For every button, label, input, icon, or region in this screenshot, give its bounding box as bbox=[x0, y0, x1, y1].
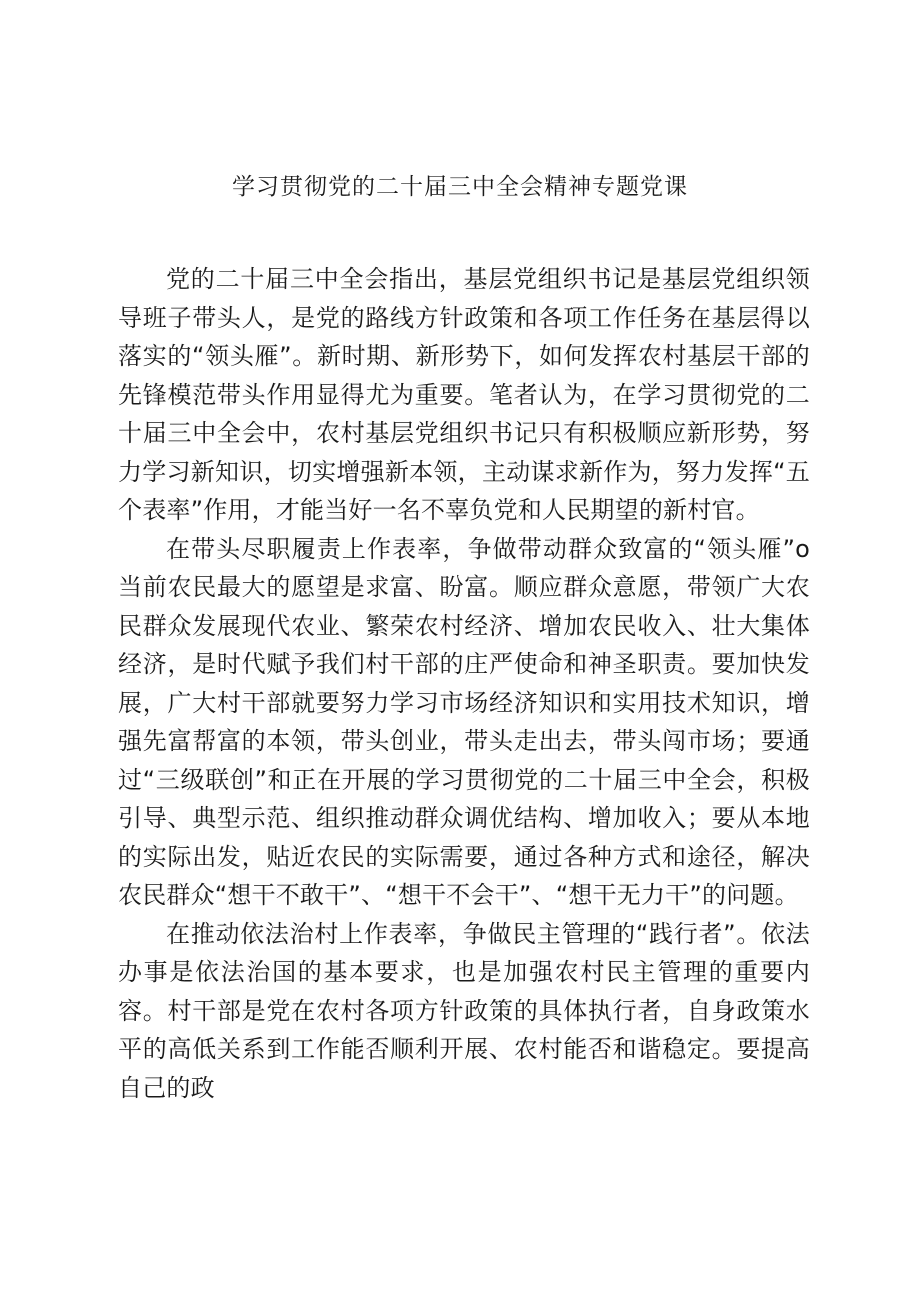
paragraph-3: 在推动依法治村上作表率，争做民主管理的“践行者”。依法办事是依法治国的基本要求，也是加强农村民主管理的重要内容。村干部是党在农村各项方针政策的具体执行者，自身政策水平的高低关系到工作能否顺利开展、农村能否和谐稳定。要提高自己的政 bbox=[118, 919, 810, 1102]
paragraph-2: 在带头尽职履责上作表率，争做带动群众致富的“领头雁”o当前农民最大的愿望是求富、盼富。顺应群众意愿，带领广大农民群众发展现代农业、繁荣农村经济、增加农民收入、壮大集体经济，是时代赋予我们村干部的庄严使命和神圣职责。要加快发展，广大村干部就要努力学习市场经济知识和实用技术知识，增强先富帮富的本领，带头创业，带头走出去，带头闯市场；要通过“三级联创”和正在开展的学习贯彻党的二十届三中全会，积极引导、典型示范、组织推动群众调优结构、增加收入；要从本地的实际出发，贴近农民的实际需要，通过各种方式和途径，解决农民群众“想干不敢干”、“想干不会干”、“想干无力干”的问题。 bbox=[118, 534, 810, 909]
paragraph-1: 党的二十届三中全会指出，基层党组织书记是基层党组织领导班子带头人，是党的路线方针政策和各项工作任务在基层得以落实的“领头雁”。新时期、新形势下，如何发挥农村基层干部的先锋模范带头作用显得尤为重要。笔者认为，在学习贯彻党的二十届三中全会中，农村基层党组织书记只有积极顺应新形势，努力学习新知识，切实增强新本领，主动谋求新作为，努力发挥“五个表率”作用，才能当好一名不辜负党和人民期望的新村官。 bbox=[118, 265, 810, 524]
document-body bbox=[118, 260, 810, 1107]
document-title: 学习贯彻党的二十届三中全会精神专题党课 bbox=[232, 174, 688, 200]
